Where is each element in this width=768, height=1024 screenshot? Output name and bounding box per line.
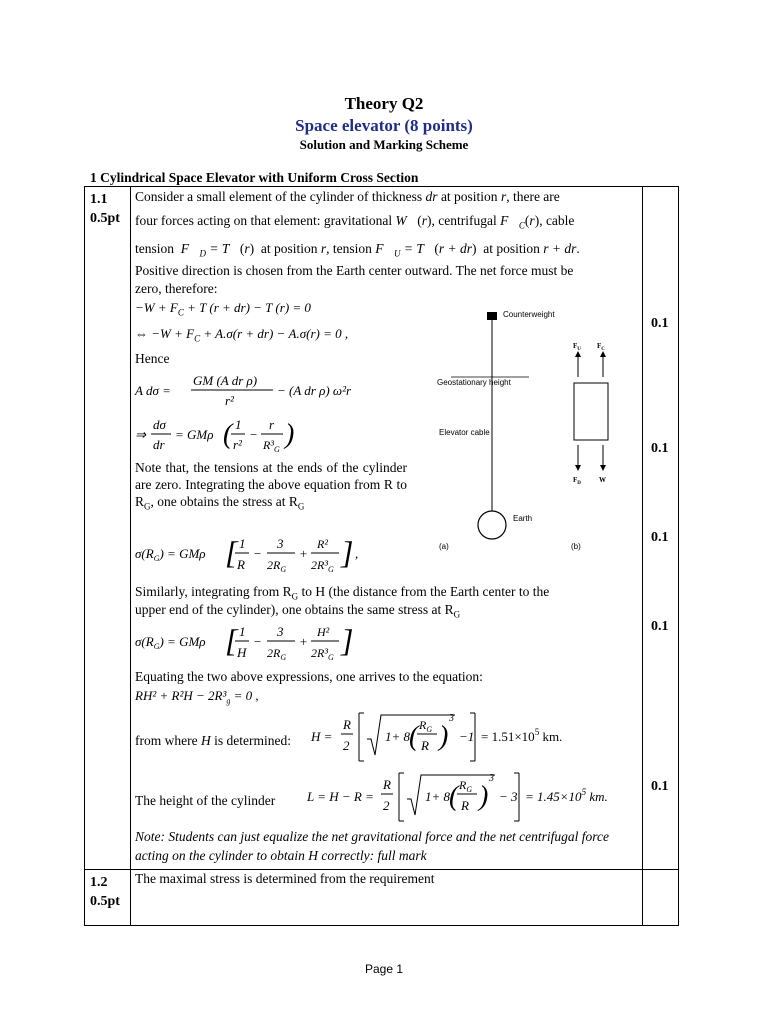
svg-text:r: r xyxy=(269,417,275,432)
row-points: 0.5pt xyxy=(90,211,120,226)
svg-text:): ) xyxy=(285,419,295,450)
svg-text:1: 1 xyxy=(239,624,246,639)
svg-text:L = H − R =: L = H − R = xyxy=(307,789,374,804)
row-content xyxy=(131,870,643,926)
equation-sigma-rg-2 xyxy=(133,619,373,665)
text-line: Equating the two above expressions, one arrives to the equation: xyxy=(135,669,483,684)
svg-text:2: 2 xyxy=(343,738,350,753)
text-line: The height of the cylinder xyxy=(135,793,276,808)
svg-text:1: 1 xyxy=(235,417,242,432)
svg-text:+: + xyxy=(299,634,308,649)
svg-text:RG: $R_G$ xyxy=(419,718,433,734)
svg-text:− 3: − 3 xyxy=(499,789,518,804)
equation-l xyxy=(305,769,608,825)
svg-text:,: , xyxy=(355,546,359,561)
earth-circle xyxy=(478,511,506,539)
page-title: Theory Q2 xyxy=(344,94,424,113)
svg-text:GM (A dr ρ): GM (A dr ρ) xyxy=(193,373,258,388)
svg-text:3: 3 xyxy=(277,536,284,551)
text-line: Consider a small element of the cylinder of thickness dr at position r, there are xyxy=(135,189,560,204)
earth-label: Earth xyxy=(513,514,533,523)
mark: 0.1 xyxy=(651,779,669,794)
text-line: The maximal stress is determined from the requirement xyxy=(135,871,435,886)
svg-text:(: ( xyxy=(223,419,233,450)
scheme-heading: Solution and Marking Scheme xyxy=(299,137,469,152)
svg-text:3: 3 xyxy=(277,624,284,639)
mark: 0.1 xyxy=(651,441,669,456)
svg-text:= 1.45×105 km.: = $1.45\times 10^5$ km. xyxy=(525,787,608,804)
geo-height-label: Geostationary height xyxy=(437,378,511,387)
equation-h xyxy=(309,709,569,765)
svg-text:): ) xyxy=(439,721,449,752)
solution-table xyxy=(84,186,679,926)
svg-text:(: ( xyxy=(409,721,419,752)
svg-text:R: R xyxy=(237,557,245,572)
elevator-diagram xyxy=(431,303,631,563)
svg-text:R³G: $R^3_G$ xyxy=(263,438,280,454)
svg-text:R: R xyxy=(343,717,351,732)
svg-text:FU: $F_U$ xyxy=(573,342,581,352)
equation: $-W + F_C + T$ (r + dr) − T (r) = 0 xyxy=(135,300,311,318)
row-id: 1.1 xyxy=(90,192,108,207)
svg-text:): ) xyxy=(479,781,489,812)
svg-text:(: ( xyxy=(449,781,459,812)
row-points: 0.5pt xyxy=(90,894,120,909)
equation-dsigma-dr xyxy=(133,413,333,457)
text-line: Positive direction is chosen from the Earth center outward. The net force must be xyxy=(135,263,574,278)
svg-text:r²: r² xyxy=(225,393,234,408)
label-b: (b) xyxy=(571,542,581,551)
table-row xyxy=(85,870,679,926)
svg-text:H =: H = xyxy=(311,729,333,744)
equation: ⇔ $-W + F_C + A.\sigma(r + dr) - A.\sigma(r) = 0$ , xyxy=(135,326,349,344)
svg-text:dσ: dσ xyxy=(153,417,166,432)
svg-text:]: ] xyxy=(341,622,354,658)
text-line: Similarly, integrating from $R_G$ to H (the distance from the Earth center to the xyxy=(135,584,550,602)
text-line: four forces acting on that element: gravitational W⃗(r), centrifugal $F⃗_C(r)$, cable xyxy=(135,213,575,231)
text-line: tension $F⃗_D$ = T⃗(r) at position r, tension $F⃗_U$ = T⃗(r + dr) at position r + dr. xyxy=(135,241,580,259)
svg-text:−: − xyxy=(249,427,258,442)
svg-text:R: R xyxy=(461,798,469,813)
page-footer: Page 1 xyxy=(364,962,404,976)
row-content xyxy=(131,187,643,870)
svg-text:⇒: ⇒ xyxy=(135,427,146,442)
svg-text:σ(RG) = GMρ: $\sigma(R_G) = GM\rho$ xyxy=(135,634,206,651)
text-line: zero, therefore: xyxy=(135,281,218,296)
text-line: Hence xyxy=(135,351,170,366)
svg-text:2R³G: $2R^3_G$ xyxy=(311,646,334,662)
svg-text:1+ 8: 1+ 8 xyxy=(385,729,411,744)
marks-column xyxy=(643,870,679,926)
svg-text:A dσ =: A dσ = xyxy=(135,383,171,398)
svg-text:[: [ xyxy=(225,534,238,570)
svg-text:σ(RG) = GMρ: $\sigma(R_G) = GM\rho$ xyxy=(135,546,206,563)
row-id: 1.2 xyxy=(90,875,108,890)
cylinder-element xyxy=(574,383,608,440)
label-a: (a) xyxy=(439,542,449,551)
note-text: Note: Students can just equalize the net gravitational force and the net centrifugal force acting on the cylinder to obtain H correctly: full mark xyxy=(135,829,610,863)
svg-text:−1: −1 xyxy=(459,729,475,744)
page-subtitle: Space elevator (8 points) xyxy=(295,116,473,135)
svg-text:2R³G: $2R^3_G$ xyxy=(311,558,334,574)
svg-text:= 1.51×105 km.: = $1.51\times 10^5$ km. xyxy=(481,727,563,744)
text-line: from where H is determined: xyxy=(135,733,291,748)
svg-text:R: R xyxy=(421,738,429,753)
svg-text:R: R xyxy=(383,777,391,792)
svg-text:W: W xyxy=(599,476,606,484)
svg-text:]: ] xyxy=(341,534,354,570)
svg-text:2: 2 xyxy=(383,798,390,813)
text-paragraph: Note that, the tensions at the ends of the cylinder are zero. Integrating the above equation from R to $R_G$, one obtains the stress at $R_G$ xyxy=(135,460,407,512)
svg-text:+: + xyxy=(299,546,308,561)
marks-column xyxy=(643,187,679,870)
row-label xyxy=(85,187,131,870)
mark: 0.1 xyxy=(651,316,669,331)
counterweight-block xyxy=(487,312,497,320)
svg-text:1: 1 xyxy=(239,536,246,551)
arrow-down-icon xyxy=(600,465,606,471)
table-row xyxy=(85,187,679,870)
svg-text:H: H xyxy=(237,645,247,660)
counterweight-label: Counterweight xyxy=(503,310,555,319)
arrow-down-icon xyxy=(575,465,581,471)
svg-text:−: − xyxy=(253,634,262,649)
svg-text:RG: $R_G$ xyxy=(459,778,473,794)
svg-text:FC: $F_C$ xyxy=(597,342,605,352)
svg-text:2RG: $2R_G$ xyxy=(267,646,287,662)
svg-text:= GMρ: = GMρ xyxy=(175,427,214,442)
equation-ad-sigma xyxy=(133,369,413,411)
svg-text:1+ 8: 1+ 8 xyxy=(425,789,451,804)
svg-text:dr: dr xyxy=(153,437,165,452)
elevator-cable-label: Elevator cable xyxy=(439,428,490,437)
svg-text:3: 3 xyxy=(489,773,494,784)
svg-text:FD: $F_D$ xyxy=(573,476,581,486)
mark: 0.1 xyxy=(651,619,669,634)
svg-text:3: 3 xyxy=(449,713,454,724)
row-label xyxy=(85,870,131,926)
svg-text:−: − xyxy=(253,546,262,561)
svg-text:H²: H² xyxy=(317,625,330,639)
equation-sigma-rg-1 xyxy=(133,531,393,577)
svg-text:r²: r² xyxy=(233,437,242,452)
svg-text:[: [ xyxy=(225,622,238,658)
svg-text:− (A dr ρ) ω²r: − (A dr ρ) ω²r xyxy=(277,383,352,398)
text-line: upper end of the cylinder), one obtains the same stress at $R_G$ xyxy=(135,602,461,620)
section-title: 1 Cylindrical Space Elevator with Uniform Cross Section xyxy=(90,170,419,185)
svg-text:2RG: $2R_G$ xyxy=(267,558,287,574)
equation: $RH^2 + R^2H - 2R^3_g = 0$ , xyxy=(135,688,259,706)
mark: 0.1 xyxy=(651,530,669,545)
svg-text:R²: R² xyxy=(317,537,328,551)
